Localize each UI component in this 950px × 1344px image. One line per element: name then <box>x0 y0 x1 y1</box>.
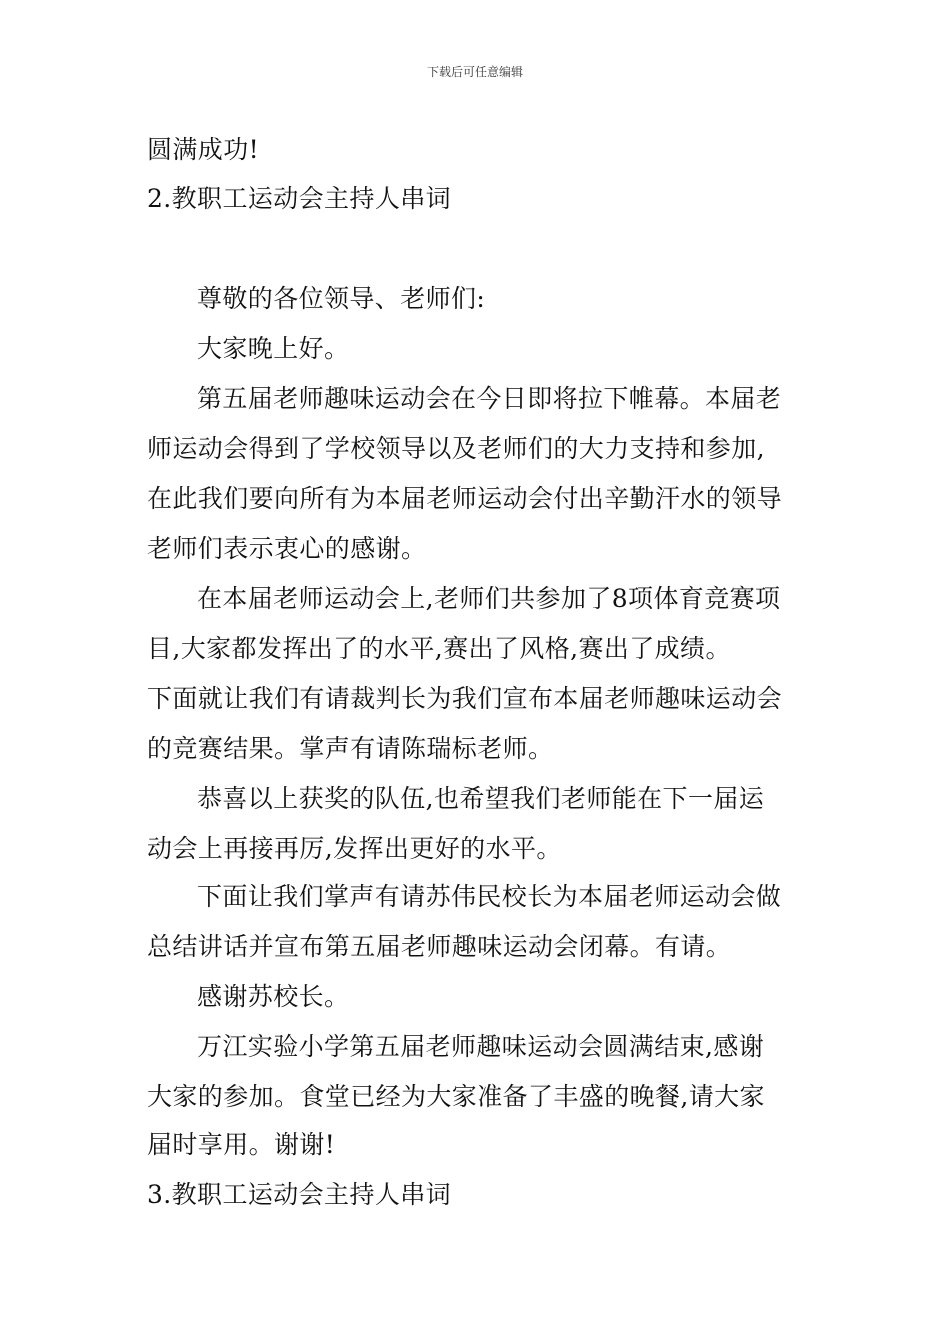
text-line: 动会上再接再厉,发挥出更好的水平。 <box>147 834 562 863</box>
text-line: 下面让我们掌声有请苏伟民校长为本届老师运动会做 <box>197 882 782 911</box>
text-line: 恭喜以上获奖的队伍,也希望我们老师能在下一届运 <box>197 784 765 813</box>
text-line: 届时享用。谢谢! <box>147 1130 336 1159</box>
text-line: 大家的参加。食堂已经为大家准备了丰盛的晚餐,请大家 <box>147 1082 765 1111</box>
section-heading: 2.教职工运动会主持人串词 <box>147 184 452 213</box>
text-line: 下面就让我们有请裁判长为我们宣布本届老师趣味运动会 <box>147 684 783 713</box>
text-line: 师运动会得到了学校领导以及老师们的大力支持和参加, <box>147 434 765 463</box>
page-header: 下载后可任意编辑 <box>426 65 523 79</box>
text-line: 感谢苏校长。 <box>197 982 350 1011</box>
text-line: 老师们表示衷心的感谢。 <box>147 534 427 563</box>
section-heading: 3.教职工运动会主持人串词 <box>147 1180 452 1209</box>
text-line: 在本届老师运动会上,老师们共参加了8项体育竞赛项 <box>197 584 781 613</box>
text-line: 总结讲话并宣布第五届老师趣味运动会闭幕。有请。 <box>147 932 732 961</box>
text-line: 在此我们要向所有为本届老师运动会付出辛勤汗水的领导 <box>147 484 783 513</box>
text-line: 尊敬的各位领导、老师们: <box>197 284 486 313</box>
text-line: 圆满成功! <box>147 135 260 164</box>
text-line: 第五届老师趣味运动会在今日即将拉下帷幕。本届老 <box>197 384 782 413</box>
text-line: 大家晚上好。 <box>197 334 350 363</box>
text-line: 万江实验小学第五届老师趣味运动会圆满结束,感谢 <box>197 1032 765 1061</box>
text-line: 目,大家都发挥出了的水平,赛出了风格,赛出了成绩。 <box>147 634 731 663</box>
text-line: 的竞赛结果。掌声有请陈瑞标老师。 <box>147 734 554 763</box>
